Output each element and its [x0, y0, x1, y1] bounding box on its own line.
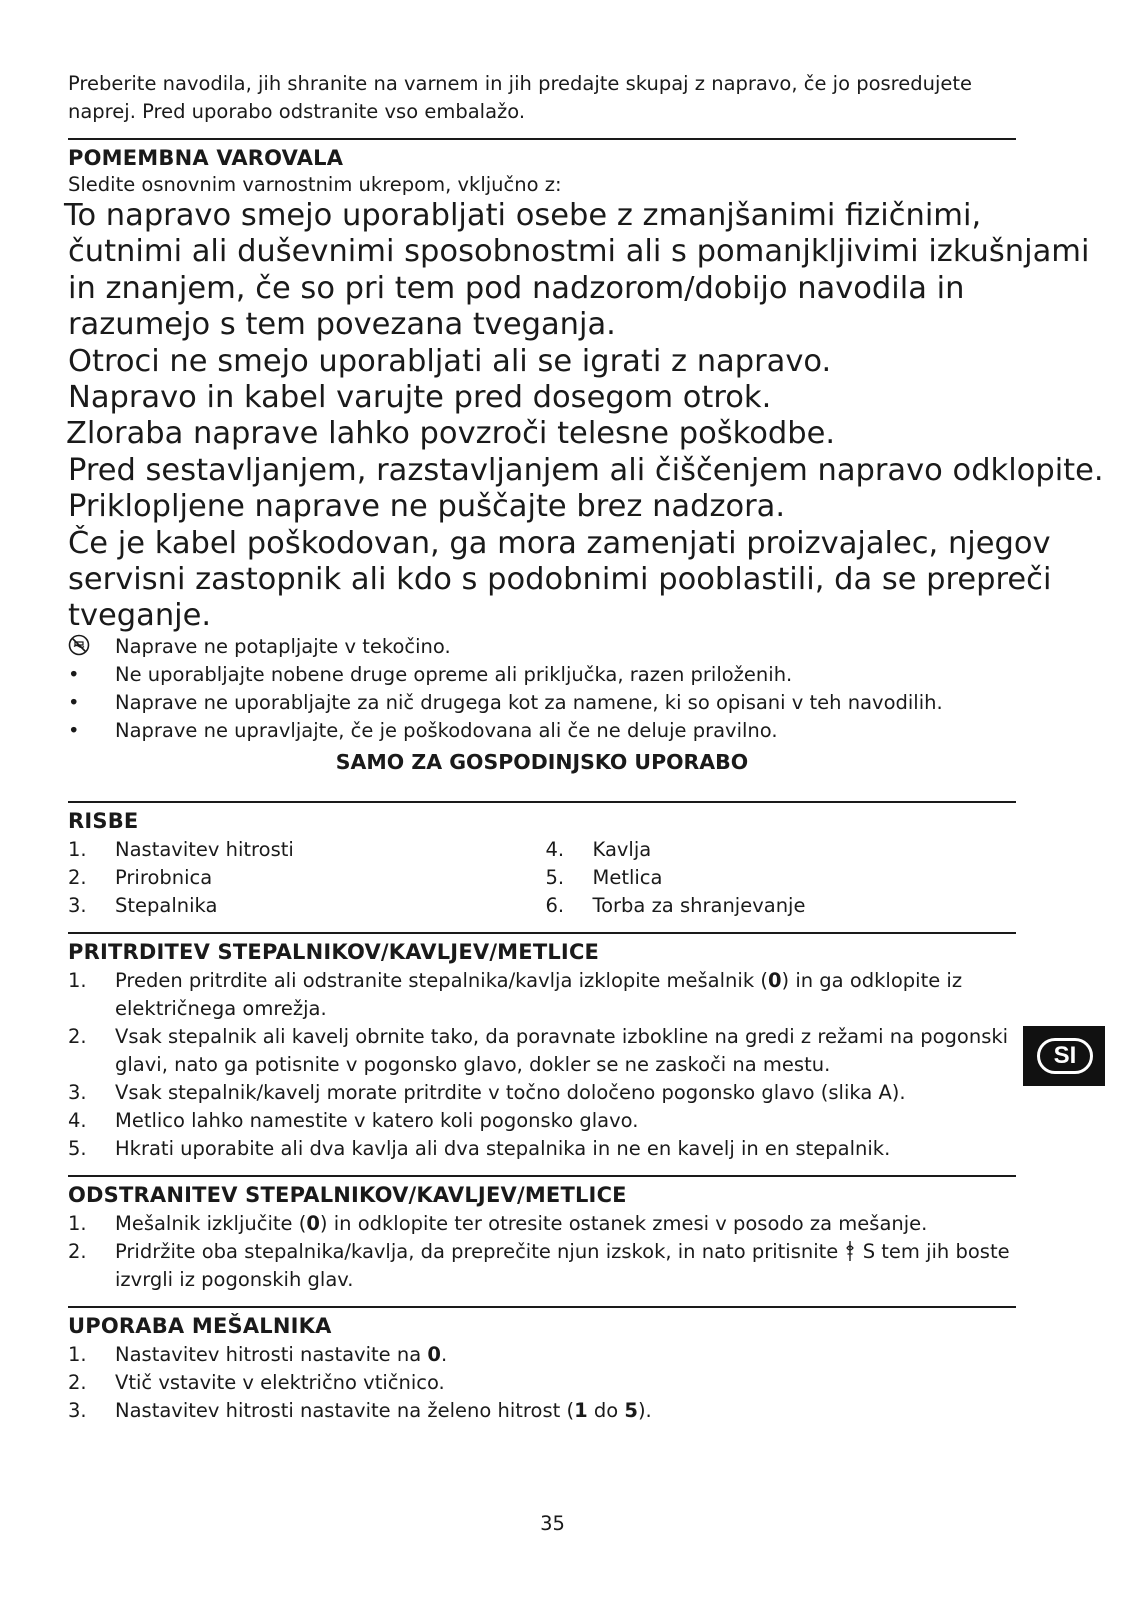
- bullet-text: Naprave ne upravljajte, če je poškodovana ali če ne deluje pravilno.: [115, 718, 778, 742]
- safety-section: [64, 138, 1104, 777]
- bullet-mark: •: [68, 690, 80, 714]
- step-item: 2. Vsak stepalnik ali kavelj obrnite tako, da poravnate izbokline na gredi z režami na pogonski glavi, nato ga potisnite v pogonsko glavo, dokler se ne zaskoči na mestu.: [68, 1024, 1009, 1076]
- warning-line: Zloraba naprave lahko povzroči telesne poškodbe.: [66, 416, 836, 452]
- step-item: 1. Preden pritrdite ali odstranite stepalnika/kavlja izklopite mešalnik (0) in ga odklopite iz električnega omrežja.: [68, 968, 963, 1020]
- part-item: 4. Kavlja: [545, 837, 652, 861]
- manual-page: [64, 70, 1104, 1425]
- step-item: 1. Mešalnik izključite (0) in odklopite ter otresite ostanek zmesi v posodo za mešanje.: [68, 1211, 928, 1235]
- remove-section: [68, 1175, 1016, 1294]
- safety-warnings: [64, 198, 1104, 635]
- safety-bullets: [68, 633, 1016, 745]
- parts-column-right: [539, 836, 1017, 920]
- warning-line: To napravo smejo uporabljati osebe z zmanjšanimi fizičnimi,: [64, 198, 982, 233]
- warning-line: in znanjem, če so pri tem pod nadzorom/dobijo navodila in: [68, 270, 965, 306]
- household-use-notice: SAMO ZA GOSPODINJSKO UPORABO: [335, 749, 749, 774]
- warning-line: tveganje.: [68, 598, 212, 634]
- step-item: 5. Hkrati uporabite ali dva kavlja ali dva stepalnika in ne en kavelj in en stepalnik.: [68, 1136, 891, 1160]
- language-tab: [1023, 1026, 1105, 1086]
- language-badge: SI: [1037, 1038, 1093, 1074]
- no-immerse-icon: [68, 633, 115, 661]
- risbe-section: [68, 801, 1016, 920]
- warning-line: čutnimi ali duševnimi sposobnostmi ali s pomanjkljivimi izkušnjami: [68, 234, 1090, 270]
- warning-line: razumejo s tem povezana tveganja.: [68, 307, 616, 343]
- warning-line: servisni zastopnik ali kdo s podobnimi pooblastili, da se prepreči: [68, 562, 1052, 598]
- warning-line: Pred sestavljanjem, razstavljanjem ali čiščenjem napravo odklopite.: [68, 452, 1104, 488]
- remove-heading: ODSTRANITEV STEPALNIKOV/KAVLJEV/METLICE: [68, 1182, 627, 1207]
- warning-line: Otroci ne smejo uporabljati ali se igrati z napravo.: [68, 343, 832, 379]
- usage-section: [68, 1306, 1016, 1425]
- bullet-mark: •: [68, 718, 80, 742]
- intro-line: Preberite navodila, jih shranite na varnem in jih predajte skupaj z napravo, če jo posredujete: [68, 72, 973, 95]
- step-item: 2. Pridržite oba stepalnika/kavlja, da preprečite njun izskok, in nato pritisnite S tem jih boste izvrgli iz pogonskih glav.: [68, 1239, 1010, 1291]
- bullet-item: [68, 689, 1016, 717]
- attach-section: [68, 932, 1016, 1163]
- page-number: 35: [540, 1512, 565, 1535]
- safety-subtitle: Sledite osnovnim varnostnim ukrepom, vključno z:: [68, 173, 562, 196]
- icon-item: [68, 633, 1016, 661]
- safety-heading: POMEMBNA VAROVALA: [68, 146, 344, 170]
- usage-heading: UPORABA MEŠALNIKA: [68, 1313, 332, 1338]
- part-item: 1. Nastavitev hitrosti: [68, 837, 294, 861]
- step-item: 3. Nastavitev hitrosti nastavite na želeno hitrost (1 do 5).: [68, 1398, 652, 1422]
- warning-line: Napravo in kabel varujte pred dosegom otrok.: [68, 380, 772, 416]
- bullet-text: Naprave ne uporabljajte za nič drugega kot za namene, ki so opisani v teh navodilih.: [115, 690, 943, 714]
- risbe-heading: RISBE: [68, 808, 139, 833]
- step-item: 1. Nastavitev hitrosti nastavite na 0.: [68, 1342, 448, 1366]
- parts-list: [68, 836, 1016, 920]
- step-item: 2. Vtič vstavite v električno vtičnico.: [68, 1370, 445, 1394]
- remove-steps: [68, 1210, 1016, 1294]
- part-item: 3. Stepalnika: [68, 893, 218, 917]
- bullet-item: [68, 717, 1016, 745]
- part-item: 5. Metlica: [545, 865, 663, 889]
- bullet-item: [68, 661, 1016, 689]
- part-item: 6. Torba za shranjevanje: [545, 893, 806, 917]
- intro-line: naprej. Pred uporabo odstranite vso embalažo.: [68, 100, 526, 123]
- icon-item-text: Naprave ne potapljajte v tekočino.: [115, 634, 451, 658]
- part-item: 2. Prirobnica: [68, 865, 213, 889]
- step-item: 3. Vsak stepalnik/kavelj morate pritrdite v točno določeno pogonsko glavo (slika A).: [68, 1080, 906, 1104]
- usage-steps: [68, 1341, 1016, 1425]
- intro-text: [68, 70, 1016, 126]
- warning-line: Priklopljene naprave ne puščajte brez nadzora.: [68, 489, 786, 525]
- attach-steps: [68, 967, 1016, 1163]
- parts-column-left: [68, 836, 539, 920]
- attach-heading: PRITRDITEV STEPALNIKOV/KAVLJEV/METLICE: [68, 939, 600, 964]
- bullet-mark: •: [68, 662, 80, 686]
- eject-plug-icon: [844, 1240, 856, 1263]
- warning-line: Če je kabel poškodovan, ga mora zamenjati proizvajalec, njegov: [68, 525, 1051, 561]
- bullet-text: Ne uporabljajte nobene druge opreme ali priključka, razen priloženih.: [115, 662, 793, 686]
- step-item: 4. Metlico lahko namestite v katero koli pogonsko glavo.: [68, 1108, 639, 1132]
